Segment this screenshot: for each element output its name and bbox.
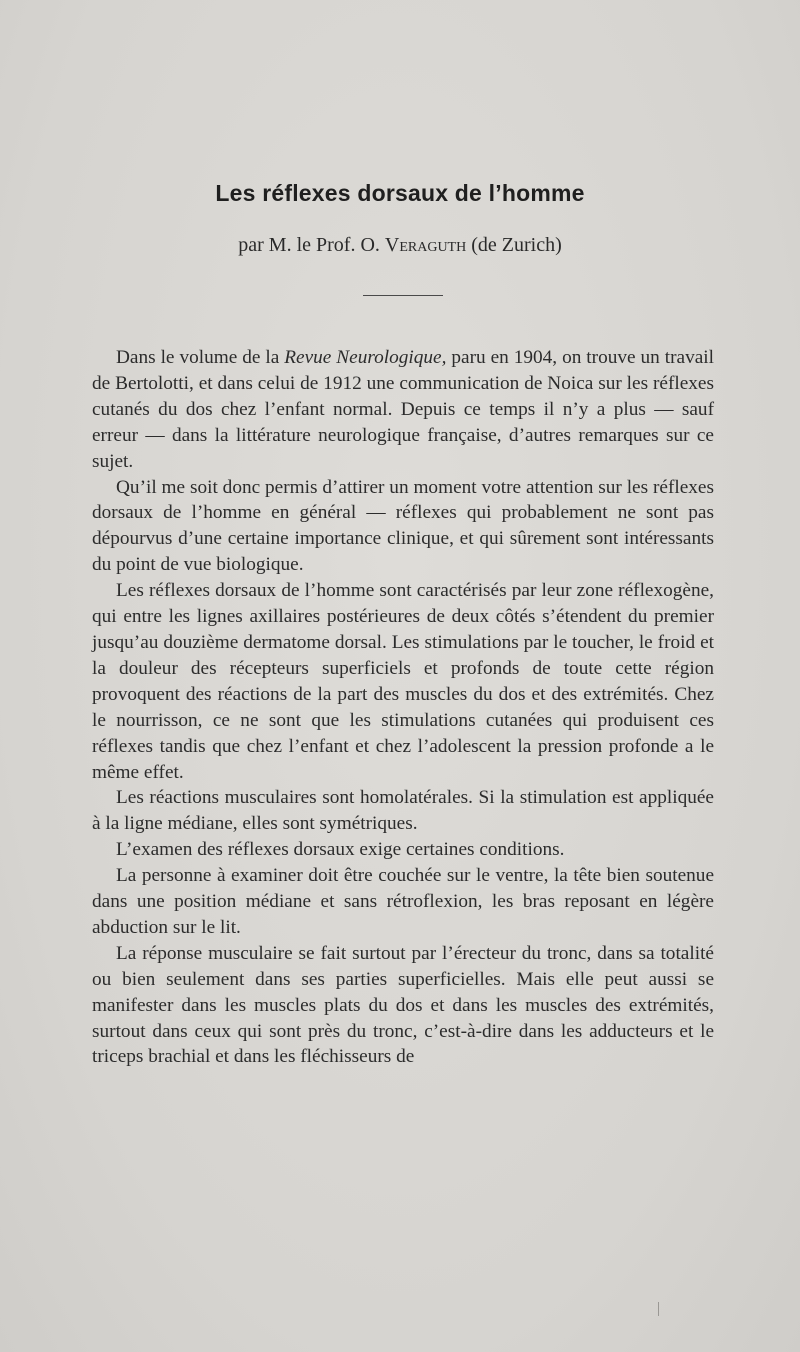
paragraph-2: Qu’il me soit donc permis d’attirer un moment votre attention sur les réflexes dorsaux de l’homme en général — réflexes qui probablement ne sont pas dépourvus d’une certaine importance clinique, et qui sûrement sont intéressants du point de vue biologique.: [92, 476, 714, 576]
paragraph-7: La réponse musculaire se fait surtout par l’érecteur du tronc, dans sa totalité ou bien seulement dans ses parties superficielles. Mais elle peut aussi se manifester dans les muscles plats du dos et dans les muscles des extrémités, surtout dans ceux qui sont près du tronc, c’est-à-dire dans les adducteurs et le triceps brachial et dans les fléchisseurs de: [92, 942, 714, 1068]
paragraph-5: L’examen des réflexes dorsaux exige certaines conditions.: [116, 839, 565, 861]
paragraph-1-after: paru en 1904, on trouve un travail de Bertolotti, et dans celui de 1912 une communication de Noica sur les réflexes cutanés du dos chez l’enfant normal. Depuis ce temps il n’y a plus — sauf erreur — dans la littérature neurologique française, d’autres remarques sur ce sujet.: [92, 347, 714, 472]
byline-author: Veraguth: [384, 234, 467, 256]
paragraph-1: [92, 345, 714, 475]
article-byline: [0, 234, 800, 257]
paragraph-6: La personne à examiner doit être couchée sur le ventre, la tête bien soutenue dans une position médiane et sans rétroflexion, les bras reposant en légère abduction sur le lit.: [92, 865, 714, 938]
paragraph-3: Les réflexes dorsaux de l’homme sont caractérisés par leur zone réflexogène, qui entre les lignes axillaires postérieures de deux côtés s’étendent du premier jusqu’au douzième dermatome dorsal. Les stimulations par le toucher, le froid et la douleur des récepteurs superficiels et profonds de toute cette région provoquent des réactions de la part des muscles du dos et des extrémités. Chez le nourrisson, ce ne sont que les stimulations cutanées qui produisent ces réflexes tandis que chez l’enfant et chez l’adolescent la pression profonde a le même effet.: [92, 580, 714, 783]
article-title: Les réflexes dorsaux de l’homme: [215, 180, 585, 206]
journal-title: Revue Neurologique,: [284, 347, 447, 368]
byline-prefix: par M. le Prof. O.: [238, 234, 380, 256]
title-separator-rule: [363, 295, 443, 296]
article-body: [92, 345, 714, 1070]
paragraph-4: Les réactions musculaires sont homolatérales. Si la stimulation est appliquée à la ligne médiane, elles sont symétriques.: [92, 787, 714, 835]
byline-suffix: (de Zurich): [471, 234, 562, 256]
paragraph-1-before: Dans le volume de la: [116, 347, 285, 368]
page-mark: [658, 1302, 659, 1316]
